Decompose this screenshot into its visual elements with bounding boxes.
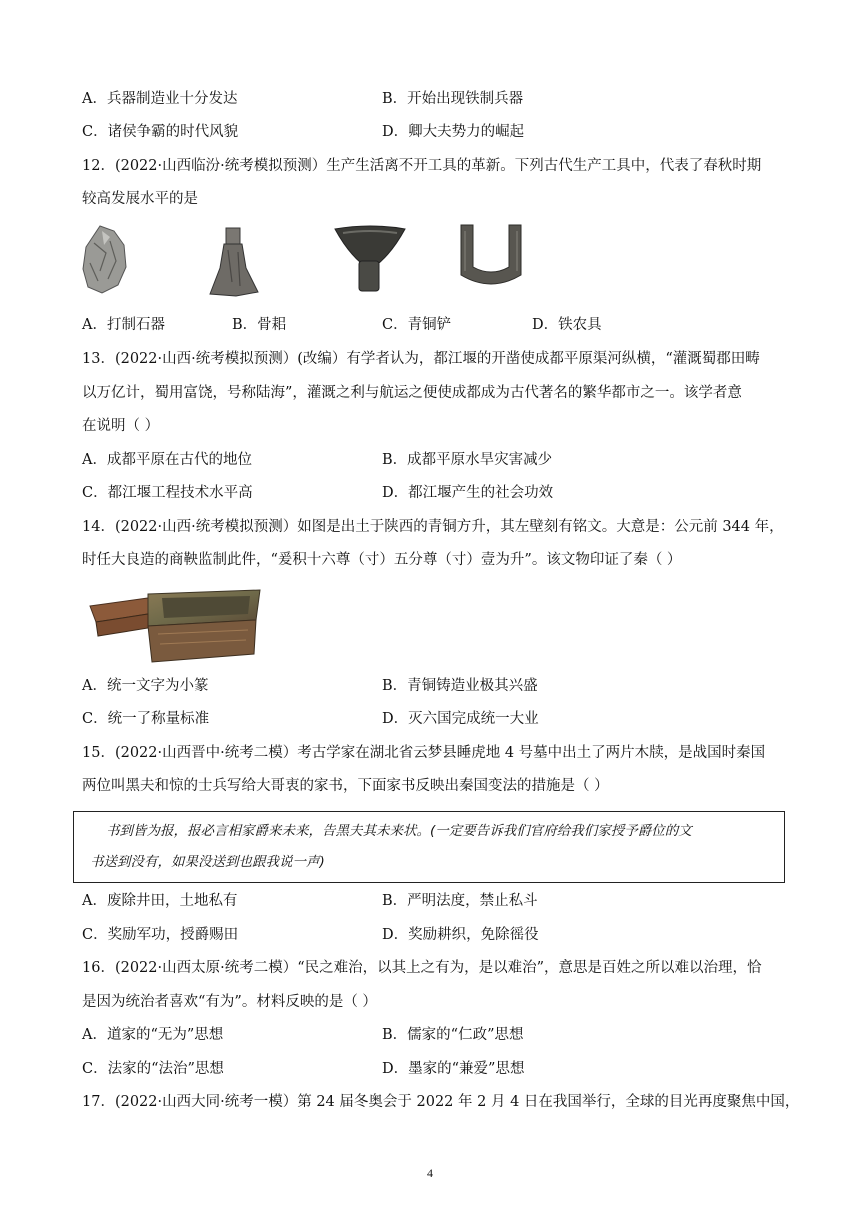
bone-spade-image [206, 226, 262, 298]
q17-stem-line1: 17．(2022·山西大同·统考一模）第 24 届冬奥会于 2022 年 2 月 4 日在我国举行，全球的目光再度聚焦中国， [82, 1094, 800, 1110]
q13-stem-line3: 在说明（ ） [82, 418, 160, 434]
q11-option-d: D．卿大夫势力的崛起 [382, 124, 525, 140]
q11-option-c: C．诸侯争霸的时代风貌 [82, 124, 239, 140]
q13-option-c: C．都江堰工程技术水平高 [82, 485, 253, 501]
q16-option-d: D．墨家的“兼爱”思想 [382, 1061, 525, 1077]
q13-stem-line1: 13．(2022·山西·统考模拟预测）(改编）有学者认为，都江堰的开凿使成都平原渠河纵横，“灌溉蜀郡田畴 [82, 351, 760, 367]
q15-stem-line1: 15．(2022·山西晋中·统考二模）考古学家在湖北省云梦县睡虎地 4 号墓中出土了两片木牍，是战国时秦国 [82, 745, 766, 761]
q13-option-d: D．都江堰产生的社会功效 [382, 485, 554, 501]
q16-option-c: C．法家的“法治”思想 [82, 1061, 224, 1077]
q16-option-a: A．道家的“无为”思想 [82, 1027, 224, 1043]
q12-option-c: C．青铜铲 [382, 317, 452, 333]
iron-farm-tool-image [455, 223, 527, 291]
q15-material-box [73, 811, 785, 883]
q15-option-c: C．奖励军功，授爵赐田 [82, 927, 239, 943]
q13-option-a: A．成都平原在古代的地位 [82, 452, 252, 468]
q16-option-b: B．儒家的“仁政”思想 [382, 1027, 524, 1043]
q12-option-b: B．骨耜 [232, 317, 287, 333]
q15-option-a: A．废除井田，土地私有 [82, 893, 238, 909]
q13-stem-line2: 以万亿计，蜀用富饶，号称陆海”，灌溉之利与航运之便使成都成为古代著名的繁华都市之一。该学者意 [82, 385, 742, 401]
q15-option-d: D．奖励耕织，免除徭役 [382, 927, 539, 943]
q14-option-b: B．青铜铸造业极其兴盛 [382, 678, 538, 694]
stone-tool-image [80, 223, 128, 295]
q15-material-line1: 书到皆为报，报必言相家爵来未来，告黑夫其未来状。(一定要告诉我们官府给我们家授予爵位的文 [106, 823, 692, 839]
bronze-shovel-image [333, 223, 407, 297]
q14-option-d: D．灭六国完成统一大业 [382, 711, 539, 727]
q15-stem-line2: 两位叫黑夫和惊的士兵写给大哥衷的家书，下面家书反映出秦国变法的措施是（ ） [82, 778, 609, 794]
q14-stem-line1: 14．(2022·山西·统考模拟预测）如图是出土于陕西的青铜方升，其左壁刻有铭文。大意是：公元前 344 年， [82, 519, 784, 535]
q12-option-d: D．铁农具 [532, 317, 602, 333]
q12-stem-line2: 较高发展水平的是 [82, 191, 198, 207]
bronze-measure-image [88, 584, 262, 666]
q14-option-c: C．统一了称量标准 [82, 711, 210, 727]
q15-option-b: B．严明法度，禁止私斗 [382, 893, 538, 909]
q12-stem-line1: 12．(2022·山西临汾·统考模拟预测）生产生活离不开工具的革新。下列古代生产工具中，代表了春秋时期 [82, 158, 762, 174]
q15-material-line2: 书送到没有，如果没送到也跟我说一声) [90, 854, 325, 870]
page-number: 4 [427, 1166, 433, 1180]
q14-option-a: A．统一文字为小篆 [82, 678, 209, 694]
q13-option-b: B．成都平原水旱灾害减少 [382, 452, 553, 468]
q12-option-a: A．打制石器 [82, 317, 165, 333]
q11-option-b: B．开始出现铁制兵器 [382, 91, 524, 107]
q14-stem-line2: 时任大良造的商鞅监制此件，“爰积十六尊（寸）五分尊（寸）壹为升”。该文物印证了秦（ ） [82, 552, 682, 568]
q16-stem-line1: 16．(2022·山西太原·统考二模）“民之难治，以其上之有为，是以难治”，意思是百姓之所以难以治理，恰 [82, 960, 762, 976]
q16-stem-line2: 是因为统治者喜欢“有为”。材料反映的是（ ） [82, 994, 377, 1010]
q11-option-a: A．兵器制造业十分发达 [82, 91, 238, 107]
